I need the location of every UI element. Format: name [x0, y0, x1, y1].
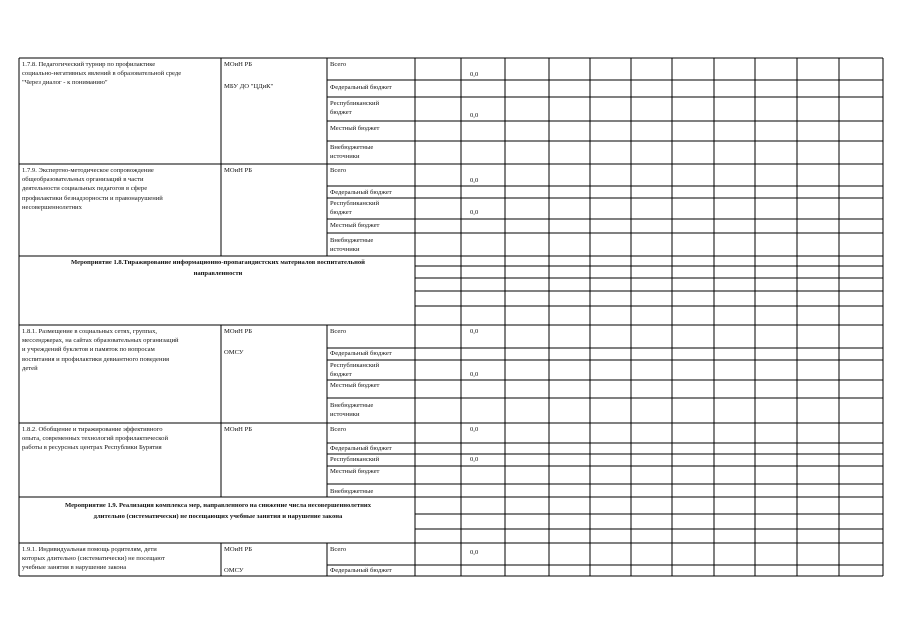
row-1-7-8-total-value: 0,0	[470, 71, 479, 78]
row-1-9-1-executor: МОиН РБ	[224, 546, 253, 553]
row-1-7-9-total-value: 0,0	[470, 177, 479, 184]
row-1-7-8-source-local: Местный бюджет	[330, 125, 380, 132]
row-1-8-2-republic-value: 0,0	[470, 456, 479, 463]
row-1-8-2-name: 1.8.2. Обобщение и тиражирование эффективного опыта, современных технологий профилактической работы в ресурсных центрах Республики Бурятия	[22, 426, 168, 452]
row-1-9-1-total-value: 0,0	[470, 549, 479, 556]
row-1-7-8-source-extrabudget: Внебюджетные источники	[330, 144, 374, 161]
row-1-9-1-source-total: Всего	[330, 546, 347, 553]
row-1-8-2-source-extrabudget: Внебюджетные	[330, 488, 374, 495]
row-1-7-9-republic-value: 0,0	[470, 209, 479, 216]
row-1-8-2-source-republic: Республиканский	[330, 456, 380, 463]
measure-1-8-title: Мероприятие 1.8.Тиражирование информационно-пропагандистских материалов воспитательной направленности	[71, 259, 365, 277]
row-1-9-1-name: 1.9.1. Индивидуальная помощь родителям, дети которых длительно (систематически) не посещают учебные занятия в нарушение закона	[22, 546, 165, 572]
row-1-8-1-name: 1.8.1. Размещение в социальных сетях, группах, мессенджерах, на сайтах образовательных организаций и учреждений буклетов и памяток по вопросам воспитания и профилактики девиантного поведения детей	[22, 328, 179, 372]
row-1-7-9-source-republic: Республиканский бюджет	[330, 200, 380, 217]
row-1-8-1-executor: МОиН РБ	[224, 328, 253, 335]
row-1-7-8-source-republic: Республиканский бюджет	[330, 100, 380, 117]
row-1-7-9-source-local: Местный бюджет	[330, 222, 380, 229]
row-1-8-1-executor-2: ОМСУ	[224, 349, 244, 356]
left-column-dividers	[221, 58, 327, 576]
row-1-7-8-republic-value: 0,0	[470, 112, 479, 119]
row-1-7-9-source-extrabudget: Внебюджетные источники	[330, 237, 374, 254]
row-1-8-1-source-republic: Республиканский бюджет	[330, 362, 380, 379]
measure-1-9-title: Мероприятие 1.9. Реализация комплекса мер, направленного на снижение числа несовершеннолетних длительно (систематически) не посещающих учебные занятия и нарушение закона	[64, 502, 372, 520]
row-1-8-1-source-extrabudget: Внебюджетные источники	[330, 402, 374, 419]
numeric-column-dividers	[415, 58, 839, 576]
row-1-7-8-name: 1.7.8. Педагогический турнир по профилактике социально-негативных явлений в образовательной среде "Через диалог - к пониманию"	[22, 61, 182, 87]
row-1-9-1-source-federal: Федеральный бюджет	[330, 567, 392, 574]
row-1-7-9-source-federal: Федеральный бюджет	[330, 189, 392, 196]
row-1-7-9-source-total: Всего	[330, 167, 347, 174]
row-1-8-2-total-value: 0,0	[470, 426, 479, 433]
row-1-7-8-source-federal: Федеральный бюджет	[330, 84, 392, 91]
row-1-8-1-source-local: Местный бюджет	[330, 382, 380, 389]
row-1-7-9-executor: МОиН РБ	[224, 167, 253, 174]
row-1-7-8-executor: МОиН РБ	[224, 61, 253, 68]
row-1-7-8-executor-2: МБУ ДО "ЦДиК"	[224, 83, 274, 90]
row-1-8-2-source-local: Местный бюджет	[330, 468, 380, 475]
row-1-7-8-source-total: Всего	[330, 61, 347, 68]
row-1-8-1-source-federal: Федеральный бюджет	[330, 350, 392, 357]
row-1-8-2-source-total: Всего	[330, 426, 347, 433]
row-1-8-2-source-federal: Федеральный бюджет	[330, 445, 392, 452]
row-1-9-1-executor-2: ОМСУ	[224, 567, 244, 574]
row-1-8-1-source-total: Всего	[330, 328, 347, 335]
row-1-8-1-republic-value: 0,0	[470, 371, 479, 378]
row-1-8-1-total-value: 0,0	[470, 328, 479, 335]
row-1-7-9-name: 1.7.9. Экспертно-методическое сопровождение общеобразовательных организаций в части деятельности социальных педагогов в сфере профилактики безнадзорности и правонарушений несовершеннолетних	[22, 167, 163, 211]
row-1-8-2-executor: МОиН РБ	[224, 426, 253, 433]
